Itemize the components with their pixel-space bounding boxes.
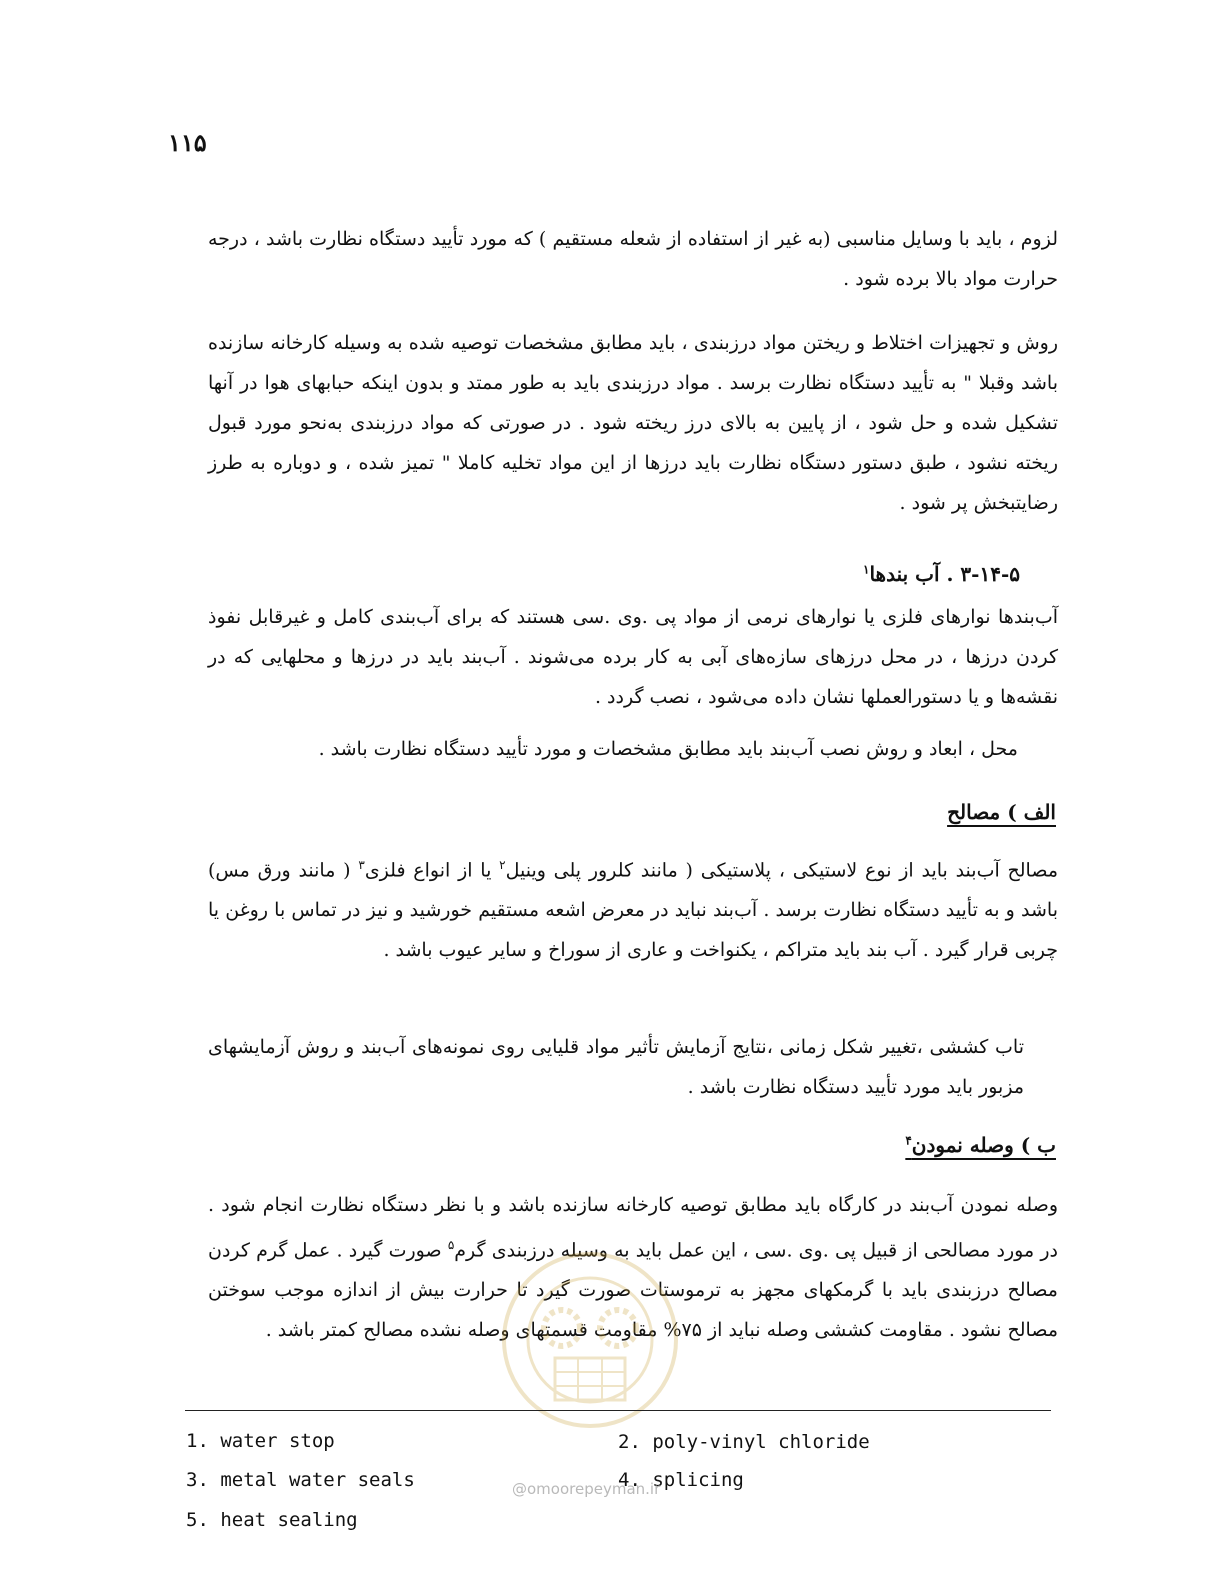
paragraph-materials-text <box>208 845 1058 970</box>
splicing-part-2: صورت گیرد . عمل گرم کردن مصالح درزبندی باید با گرمکهای مجهز به ترموستات صورت گیرد تا حرارت بیش از اندازه موجب سوختن مصالح نشود . مقاومت کششی وصله نباید از ۷۵% مقاومت قسمتهای وصله نشده مصالح کمتر باشد . <box>208 1239 1058 1342</box>
materials-part-2: یا از انواع فلزی <box>364 859 500 882</box>
paragraph-top <box>208 219 1058 299</box>
footnote-2: 2. poly-vinyl chloride <box>618 1431 870 1453</box>
paragraph-waterstops <box>208 597 1058 717</box>
page-number: ۱۱۵ <box>168 128 207 157</box>
materials-part-1: مصالح آب‌بند باید از نوع لاستیکی ، پلاستیکی ( مانند کلرور پلی وینیل <box>505 859 1058 882</box>
footnote-ref-1: ۱ <box>862 562 870 577</box>
footnote-5: 5. heat sealing <box>186 1509 358 1531</box>
paragraph-method-text: روش و تجهیزات اختلاط و ریختن مواد درزبندی ، باید مطابق مشخصات توصیه شده به وسیله کارخانه سازنده باشد وقبلا " به تأیید دستگاه نظارت برسد . مواد درزبندی باید به طور ممتد و بدون اینکه حبابهای هوا در آنها تشکیل شده و حل شود ، از پایین به بالای درز ریخته شود . در صورتی که مواد درزبندی به‌نحو مورد قبول ریخته نشود ، طبق دستور دستگاه نظارت باید درزها از این مواد تخلیه کاملا " تمیز شده ، و دوباره به طرز رضایتبخش پر شود . <box>208 332 1058 514</box>
paragraph-materials <box>208 845 1058 970</box>
section-heading-text: ۳-۱۴-۵ . آب بندها <box>869 562 1020 586</box>
paragraph-top-text: لزوم ، باید با وسایل مناسبی (به غیر از استفاده از شعله مستقیم ) که مورد تأیید دستگاه نظارت باشد ، درجه حرارت مواد بالا برده شود . <box>208 228 1058 290</box>
publisher-seal-icon <box>500 1250 680 1430</box>
paragraph-method <box>208 323 1058 523</box>
watermark-text: @omoorepeyman.ir <box>512 1480 661 1498</box>
paragraph-tests <box>208 1027 1058 1107</box>
footnote-ref-5: ۵ <box>447 1238 455 1252</box>
heading-materials: الف ) مصالح <box>947 800 1056 824</box>
paragraph-tests-text: تاب کششی ،تغییر شکل زمانی ،نتایج آزمایش تأثیر مواد قلیایی روی نمونه‌های آب‌بند و روش آزمایشهای مزبور باید مورد تأیید دستگاه نظارت باشد . <box>208 1036 1024 1098</box>
footnote-ref-2: ۲ <box>499 858 506 872</box>
section-heading <box>863 562 1020 586</box>
heading-splicing-text: ب ) وصله نمودن <box>911 1133 1056 1157</box>
footnote-ref-3: ۳ <box>358 858 365 872</box>
footnote-ref-4: ۴ <box>905 1133 912 1148</box>
splicing-part-1: وصله نمودن آب‌بند در کارگاه باید مطابق توصیه کارخانه سازنده باشد و با نظر دستگاه نظارت انجام شود . در مورد مصالحی از قبیل پی .وی .سی ، این عمل باید به وسیله درزبندی گرم <box>208 1194 1058 1262</box>
footnote-divider <box>185 1410 1051 1411</box>
heading-splicing <box>905 1133 1056 1157</box>
paragraph-waterstops-text: آب‌بندها نوارهای فلزی یا نوارهای نرمی از مواد پی .وی .سی هستند که برای آب‌بندی کامل و غیرقابل نفوذ کردن درزها ، در محل درزهای سازه‌های آبی به کار برده می‌شوند . آب‌بند باید در درزها و محلهایی که در نقشه‌ها و یا دستورالعملها نشان داده می‌شود ، نصب گردد . <box>208 606 1058 708</box>
footnote-3: 3. metal water seals <box>186 1469 415 1491</box>
paragraph-location-text: محل ، ابعاد و روش نصب آب‌بند باید مطابق مشخصات و مورد تأیید دستگاه نظارت باشد . <box>318 738 1018 760</box>
paragraph-location <box>208 729 1058 769</box>
footnote-1: 1. water stop <box>186 1430 335 1452</box>
footnote-4: 4. splicing <box>618 1469 744 1491</box>
materials-part-3: ( مانند ورق مس) باشد و به تأیید دستگاه نظارت برسد . آب‌بند نباید در معرض اشعه مستقیم خورشید و نیز در تماس با روغن یا چربی قرار گیرد . آب بند باید متراکم ، یکنواخت و عاری از سوراخ و سایر عیوب باشد . <box>208 859 1058 962</box>
